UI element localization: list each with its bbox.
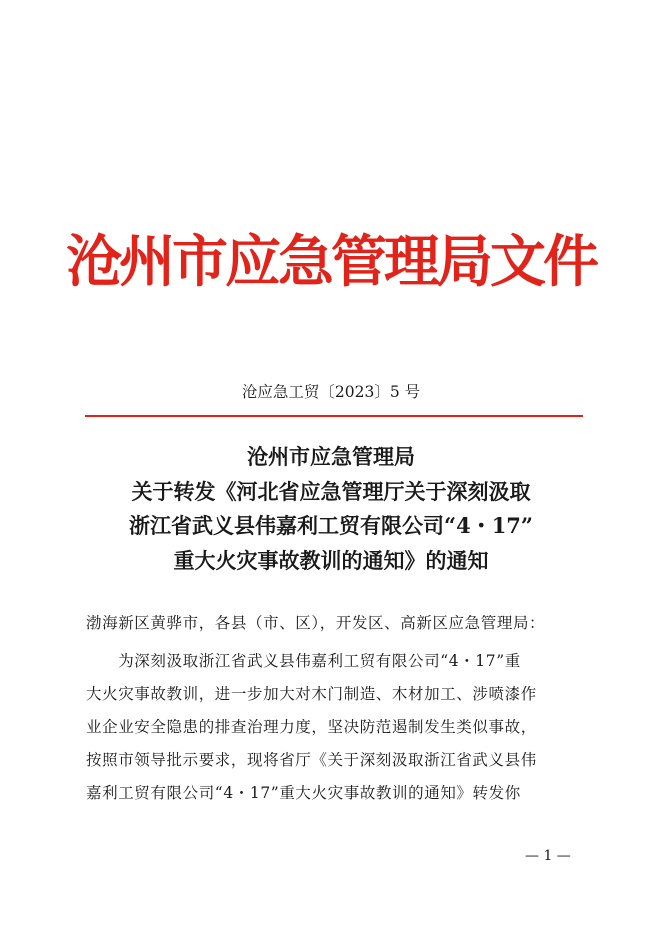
- notice-title-line: 浙江省武义县伟嘉利工贸有限公司“4・17”: [129, 513, 533, 538]
- document-header-title: 沧州市应急管理局文件: [66, 229, 596, 295]
- document-number: 沧应急工贸〔2023〕5 号: [241, 383, 421, 401]
- page-number: — 1 —: [525, 848, 571, 864]
- body-paragraph-line: 为深刻汲取浙江省武义县伟嘉利工贸有限公司“4・17”重: [86, 652, 521, 670]
- body-paragraph-line: 大火灾事故教训，进一步加大对木门制造、木材加工、涉喷漆作: [86, 685, 537, 703]
- body-paragraph-line: 按照市领导批示要求，现将省厅《关于深刻汲取浙江省武义县伟: [86, 751, 537, 769]
- salutation: 渤海新区黄骅市，各县（市、区），开发区、高新区应急管理局：: [86, 614, 546, 632]
- red-divider-line: [85, 415, 583, 417]
- body-paragraph-line: 嘉利工贸有限公司“4・17”重大火灾事故教训的通知》转发你: [86, 784, 521, 802]
- notice-title-line: 关于转发《河北省应急管理厅关于深刻汲取: [131, 478, 531, 504]
- notice-title: [0, 440, 662, 578]
- notice-title-line: 沧州市应急管理局: [247, 444, 415, 469]
- body-paragraph-line: 业企业安全隐患的排查治理力度，坚决防范遏制发生类似事故，: [86, 718, 537, 736]
- notice-title-line: 重大火灾事故教训的通知》的通知: [173, 547, 489, 573]
